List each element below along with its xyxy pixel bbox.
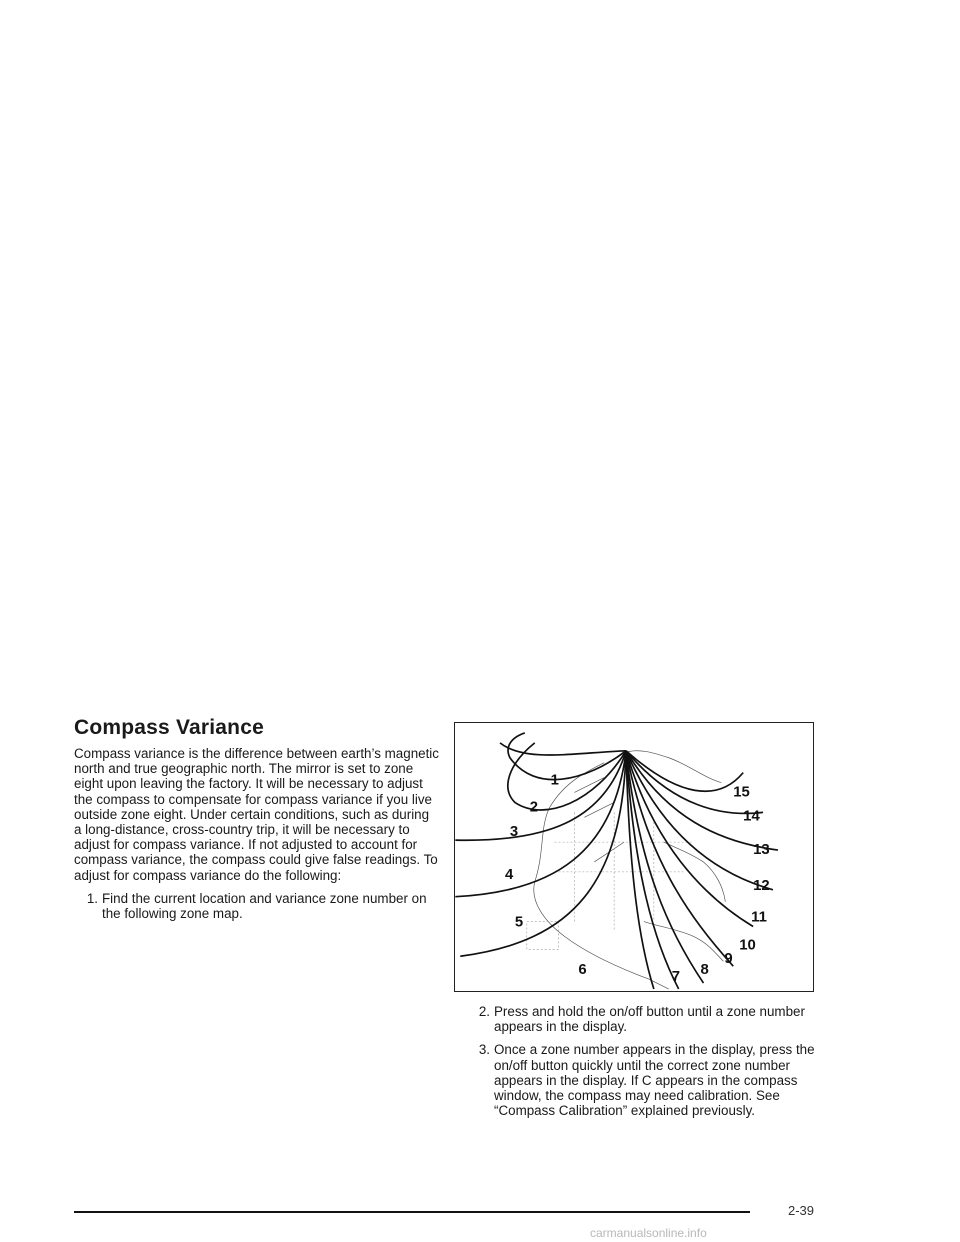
zone-label-1: 1 [550,772,559,789]
step-item [466,1004,826,1034]
step-text: Once a zone number appears in the display, press the on/off button quickly until the correct zone number appears in the display. If C appears in the compass window, the compass may need calibration. See “Compass Calibration” explained previously. [494,1042,815,1119]
step-item [74,891,440,921]
compass-zone-map [454,722,814,992]
zone-label-3: 3 [509,824,519,841]
left-column [74,716,440,929]
section-title: Compass Variance [74,716,264,739]
intro-paragraph: Compass variance is the difference between earth’s magnetic north and true geographic north. The mirror is set to zone eight upon leaving the factory. It will be necessary to adjust the compass to compensate for compass variance if you live outside zone eight. Under certain conditions, such as during a long-distance, cross-country trip, it will be necessary to adjust for compass variance. If not adjusted to account for compass variance, the compass could give false readings. To adjust for compass variance do the following: [74,746,439,883]
state-borders [527,812,694,949]
step-number: 3. [478,1042,490,1058]
zone-label-12: 12 [753,877,770,894]
step-text: Find the current location and variance zone number on the following zone map. [102,890,427,922]
zone-label-7: 7 [671,969,680,986]
zone-label-10: 10 [739,937,756,954]
footer-rule [74,1211,750,1213]
steps-list-continued [466,1004,826,1118]
zone-label-8: 8 [700,962,709,979]
zone-label-14: 14 [743,808,760,825]
zone-label-9: 9 [724,951,733,968]
steps-list-first [74,891,440,921]
zone-label-5: 5 [514,914,524,931]
step-number: 2. [478,1004,490,1019]
watermark: carmanualsonline.info [590,1226,707,1240]
step-number: 1. [86,890,98,906]
page-number: 2-39 [788,1203,815,1218]
zone-label-6: 6 [578,962,587,979]
zone-label-15: 15 [733,784,750,801]
step-text: Press and hold the on/off button until a zone number appears in the display. [494,1004,805,1035]
right-column [466,1004,826,1126]
zone-label-2: 2 [529,799,539,816]
zone-map-svg [455,723,813,991]
step-item [466,1042,826,1118]
zone-label-4: 4 [504,866,514,883]
zone-label-11: 11 [751,909,767,926]
zone-label-13: 13 [753,842,770,859]
